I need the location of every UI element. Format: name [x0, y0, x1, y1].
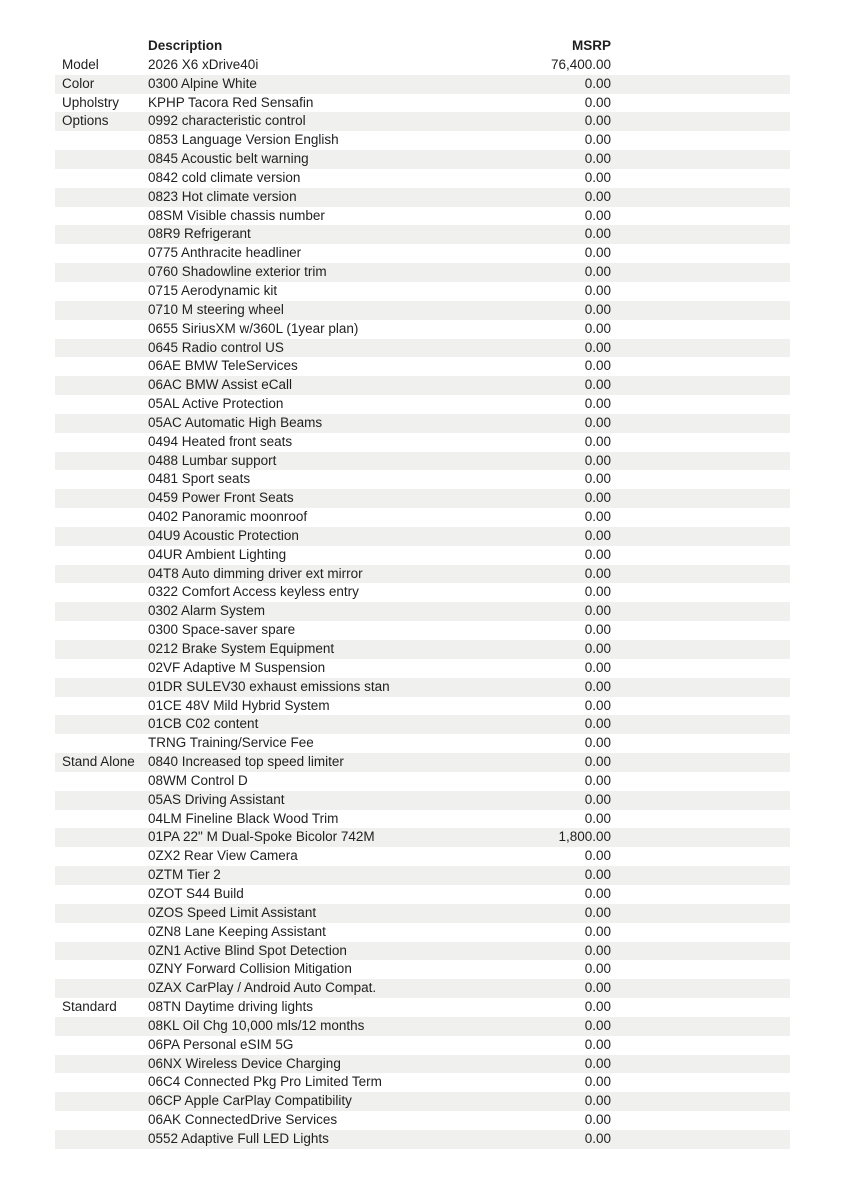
description-cell: 0775 Anthracite headliner — [148, 245, 302, 261]
category-cell: Color — [62, 75, 95, 91]
msrp-cell: 0.00 — [584, 754, 611, 770]
category-cell: Upholstry — [62, 94, 120, 110]
table-row — [55, 810, 790, 829]
table-row — [55, 207, 790, 226]
description-cell: 06CP Apple CarPlay Compatibility — [148, 1093, 352, 1109]
table-body — [55, 56, 790, 1149]
description-cell: 0992 characteristic control — [148, 113, 306, 129]
msrp-cell: 0.00 — [584, 377, 611, 393]
table-row — [55, 489, 790, 508]
table-row — [55, 470, 790, 489]
msrp-cell: 0.00 — [584, 772, 611, 788]
table-row — [55, 659, 790, 678]
description-cell: 06AE BMW TeleServices — [148, 358, 298, 374]
table-row — [55, 527, 790, 546]
description-cell: 0ZOT S44 Build — [148, 885, 244, 901]
table-row — [55, 1036, 790, 1055]
description-cell: 02VF Adaptive M Suspension — [148, 659, 326, 675]
table-row — [55, 828, 790, 847]
table-row — [55, 1017, 790, 1036]
msrp-cell: 0.00 — [584, 527, 611, 543]
msrp-cell: 0.00 — [584, 942, 611, 958]
description-cell: 0ZN8 Lane Keeping Assistant — [148, 923, 326, 939]
category-cell: Standard — [62, 999, 117, 1015]
table-row — [55, 640, 790, 659]
msrp-cell: 0.00 — [584, 188, 611, 204]
table-row — [55, 772, 790, 791]
description-cell: 0710 M steering wheel — [148, 301, 284, 317]
msrp-cell: 0.00 — [584, 791, 611, 807]
msrp-cell: 0.00 — [584, 1074, 611, 1090]
table-row — [55, 131, 790, 150]
msrp-cell: 0.00 — [584, 697, 611, 713]
description-cell: 06C4 Connected Pkg Pro Limited Term — [148, 1074, 382, 1090]
description-cell: 04LM Fineline Black Wood Trim — [148, 810, 339, 826]
msrp-cell: 0.00 — [584, 980, 611, 996]
description-cell: 0ZAX CarPlay / Android Auto Compat. — [148, 980, 377, 996]
description-cell: 0645 Radio control US — [148, 339, 284, 355]
msrp-cell: 0.00 — [584, 358, 611, 374]
table-row — [55, 395, 790, 414]
table-row — [55, 433, 790, 452]
msrp-cell: 0.00 — [584, 226, 611, 242]
description-cell: 0853 Language Version English — [148, 132, 339, 148]
description-header: Description — [148, 38, 223, 53]
table-row — [55, 320, 790, 339]
description-cell: 08KL Oil Chg 10,000 mls/12 months — [148, 1017, 365, 1033]
table-row — [55, 998, 790, 1017]
msrp-header: MSRP — [571, 38, 611, 53]
msrp-cell: 0.00 — [584, 151, 611, 167]
description-cell: 06AK ConnectedDrive Services — [148, 1112, 338, 1128]
table-row — [55, 583, 790, 602]
description-cell: 06PA Personal eSIM 5G — [148, 1036, 294, 1052]
msrp-cell: 0.00 — [584, 716, 611, 732]
table-row — [55, 75, 790, 94]
description-cell: 0300 Space-saver spare — [148, 622, 296, 638]
table-row — [55, 150, 790, 169]
msrp-cell: 0.00 — [584, 396, 611, 412]
description-cell: 01DR SULEV30 exhaust emissions stan — [148, 678, 390, 694]
msrp-cell: 76,400.00 — [550, 56, 611, 72]
msrp-cell: 0.00 — [584, 1055, 611, 1071]
description-cell: 0488 Lumbar support — [148, 452, 277, 468]
table-row — [55, 866, 790, 885]
table-row — [55, 621, 790, 640]
description-cell: 0845 Acoustic belt warning — [148, 151, 309, 167]
category-cell: Options — [62, 113, 109, 129]
table-row — [55, 225, 790, 244]
description-cell: 05AL Active Protection — [148, 396, 284, 412]
description-cell: 0302 Alarm System — [148, 603, 266, 619]
msrp-cell: 0.00 — [584, 207, 611, 223]
msrp-cell: 0.00 — [584, 603, 611, 619]
description-cell: 0760 Shadowline exterior trim — [148, 264, 327, 280]
description-cell: 0481 Sport seats — [148, 471, 251, 487]
msrp-cell: 0.00 — [584, 433, 611, 449]
description-cell: 05AS Driving Assistant — [148, 791, 285, 807]
description-cell: 0459 Power Front Seats — [148, 490, 294, 506]
table-row — [55, 904, 790, 923]
description-cell: 06NX Wireless Device Charging — [148, 1055, 341, 1071]
description-cell: 0823 Hot climate version — [148, 188, 297, 204]
table-row — [55, 452, 790, 471]
table-row — [55, 169, 790, 188]
msrp-cell: 0.00 — [584, 1112, 611, 1128]
description-cell: 08SM Visible chassis number — [148, 207, 325, 223]
category-cell: Model — [62, 56, 99, 72]
table-row — [55, 942, 790, 961]
table-row — [55, 376, 790, 395]
description-cell: 0842 cold climate version — [148, 169, 301, 185]
table-header-row — [55, 37, 790, 56]
msrp-cell: 0.00 — [584, 282, 611, 298]
msrp-cell: 0.00 — [584, 94, 611, 110]
table-row — [55, 678, 790, 697]
msrp-cell: 0.00 — [584, 471, 611, 487]
table-row — [55, 1055, 790, 1074]
table-row — [55, 602, 790, 621]
description-cell: 0715 Aerodynamic kit — [148, 282, 278, 298]
msrp-cell: 0.00 — [584, 678, 611, 694]
msrp-cell: 0.00 — [584, 641, 611, 656]
description-cell: 08TN Daytime driving lights — [148, 999, 314, 1015]
description-cell: 08WM Control D — [148, 772, 248, 788]
msrp-cell: 0.00 — [584, 904, 611, 920]
msrp-cell: 0.00 — [584, 961, 611, 977]
description-cell: 0300 Alpine White — [148, 75, 257, 91]
msrp-cell: 0.00 — [584, 490, 611, 506]
table-row — [55, 188, 790, 207]
table-row — [55, 734, 790, 753]
category-cell: Stand Alone — [62, 754, 135, 770]
table-row — [55, 94, 790, 113]
description-cell: 01PA 22" M Dual-Spoke Bicolor 742M — [148, 829, 375, 845]
msrp-cell: 0.00 — [584, 885, 611, 901]
msrp-cell: 0.00 — [584, 867, 611, 883]
msrp-cell: 0.00 — [584, 923, 611, 939]
msrp-cell: 0.00 — [584, 659, 611, 675]
description-cell: 0655 SiriusXM w/360L (1year plan) — [148, 320, 359, 336]
msrp-cell: 0.00 — [584, 622, 611, 638]
msrp-cell: 0.00 — [584, 1017, 611, 1033]
description-cell: 0ZN1 Active Blind Spot Detection — [148, 942, 347, 958]
description-cell: 0ZX2 Rear View Camera — [148, 848, 298, 864]
table-row — [55, 697, 790, 716]
table-row — [55, 244, 790, 263]
msrp-cell: 1,800.00 — [558, 829, 611, 845]
description-cell: 0402 Panoramic moonroof — [148, 509, 308, 525]
description-cell: 01CE 48V Mild Hybrid System — [148, 697, 330, 713]
msrp-cell: 0.00 — [584, 509, 611, 525]
table-row — [55, 508, 790, 527]
table-row — [55, 960, 790, 979]
msrp-cell: 0.00 — [584, 999, 611, 1015]
table-row — [55, 923, 790, 942]
table-row — [55, 753, 790, 772]
table-row — [55, 263, 790, 282]
table-row — [55, 112, 790, 131]
description-cell: 0ZTM Tier 2 — [148, 867, 221, 883]
description-cell: KPHP Tacora Red Sensafin — [148, 94, 314, 110]
msrp-cell: 0.00 — [584, 75, 611, 91]
table-row — [55, 339, 790, 358]
description-cell: 05AC Automatic High Beams — [148, 414, 323, 430]
description-cell: 04T8 Auto dimming driver ext mirror — [148, 565, 363, 581]
table-row — [55, 1073, 790, 1092]
pricing-table — [55, 37, 790, 1149]
table-row — [55, 847, 790, 866]
description-cell: 0322 Comfort Access keyless entry — [148, 584, 359, 600]
msrp-cell: 0.00 — [584, 414, 611, 430]
msrp-cell: 0.00 — [584, 339, 611, 355]
description-cell: 08R9 Refrigerant — [148, 226, 251, 242]
msrp-cell: 0.00 — [584, 264, 611, 280]
msrp-cell: 0.00 — [584, 1093, 611, 1109]
table-row — [55, 715, 790, 734]
description-cell: 0ZOS Speed Limit Assistant — [148, 904, 317, 920]
table-row — [55, 979, 790, 998]
msrp-cell: 0.00 — [584, 1130, 611, 1146]
description-cell: 0ZNY Forward Collision Mitigation — [148, 961, 352, 977]
table-row — [55, 546, 790, 565]
table-row — [55, 1111, 790, 1130]
table-row — [55, 414, 790, 433]
table-row — [55, 56, 790, 75]
table-row — [55, 791, 790, 810]
description-cell: 04UR Ambient Lighting — [148, 546, 287, 562]
msrp-cell: 0.00 — [584, 452, 611, 468]
description-cell: 2026 X6 xDrive40i — [148, 56, 259, 72]
msrp-cell: 0.00 — [584, 169, 611, 185]
msrp-cell: 0.00 — [584, 546, 611, 562]
msrp-cell: 0.00 — [584, 735, 611, 751]
description-cell: 0212 Brake System Equipment — [148, 641, 335, 656]
table-row — [55, 301, 790, 320]
msrp-cell: 0.00 — [584, 584, 611, 600]
description-cell: 04U9 Acoustic Protection — [148, 527, 299, 543]
table-row — [55, 885, 790, 904]
description-cell: 0840 Increased top speed limiter — [148, 754, 344, 770]
msrp-cell: 0.00 — [584, 810, 611, 826]
description-cell: TRNG Training/Service Fee — [148, 735, 314, 751]
msrp-cell: 0.00 — [584, 320, 611, 336]
msrp-cell: 0.00 — [584, 1036, 611, 1052]
msrp-cell: 0.00 — [584, 301, 611, 317]
description-cell: 0552 Adaptive Full LED Lights — [148, 1130, 329, 1146]
table-row — [55, 1130, 790, 1149]
msrp-cell: 0.00 — [584, 113, 611, 129]
table-row — [55, 565, 790, 584]
msrp-cell: 0.00 — [584, 132, 611, 148]
description-cell: 01CB C02 content — [148, 716, 259, 732]
msrp-cell: 0.00 — [584, 245, 611, 261]
msrp-cell: 0.00 — [584, 565, 611, 581]
table-row — [55, 1092, 790, 1111]
table-row — [55, 282, 790, 301]
msrp-cell: 0.00 — [584, 848, 611, 864]
description-cell: 0494 Heated front seats — [148, 433, 293, 449]
description-cell: 06AC BMW Assist eCall — [148, 377, 293, 393]
table-row — [55, 357, 790, 376]
